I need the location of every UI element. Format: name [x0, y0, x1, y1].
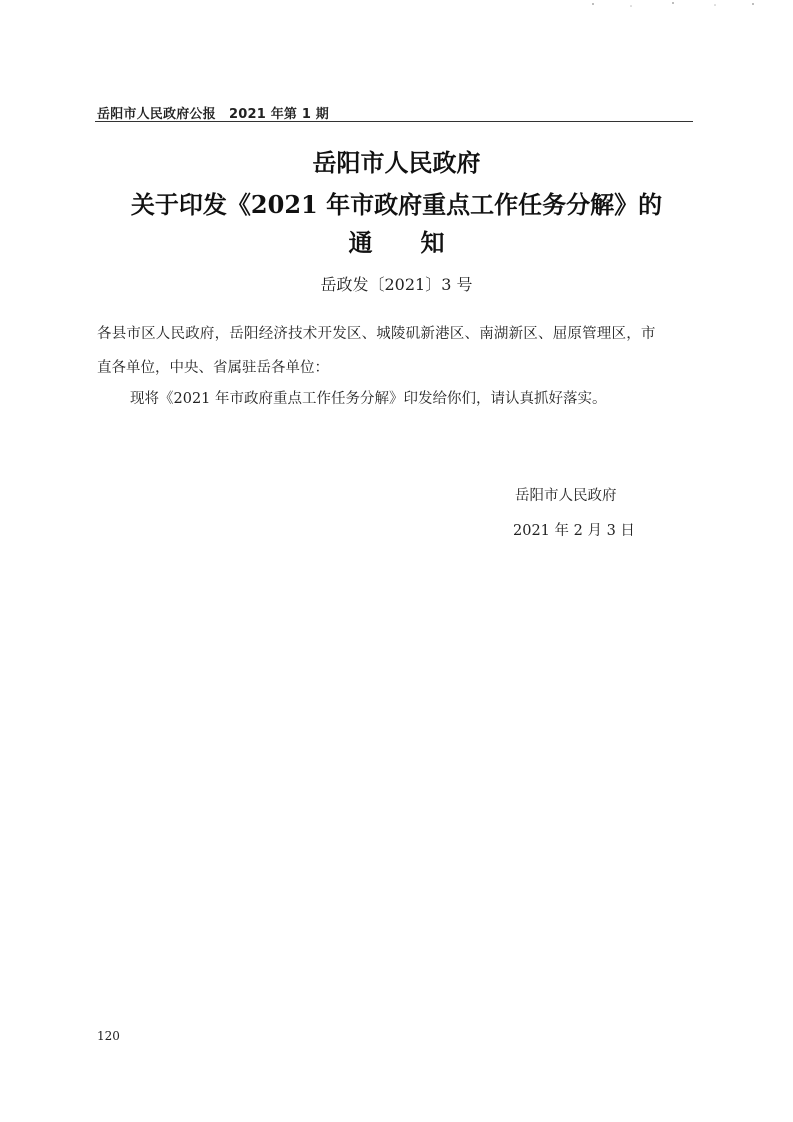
- document-title-line-3: 通知: [348, 228, 493, 257]
- document-number: 岳政发〔2021〕3 号: [320, 275, 473, 294]
- page-number: 120: [97, 1029, 120, 1043]
- scan-specks: [583, 0, 783, 14]
- header-rule: [95, 121, 693, 122]
- notice-content: 现将《2021 年市政府重点工作任务分解》印发给你们，请认真抓好落实。: [130, 391, 607, 407]
- issuer-signature: 岳阳市人民政府: [515, 488, 617, 504]
- recipients-line-1: 各县市区人民政府，岳阳经济技术开发区、城陵矶新港区、南湖新区、屈原管理区，市: [97, 326, 656, 342]
- document-title-line-1: 岳阳市人民政府: [312, 148, 481, 177]
- document-title-line-2: 关于印发《2021 年市政府重点工作任务分解》的: [130, 190, 663, 219]
- issue-date: 2021 年 2 月 3 日: [513, 523, 635, 539]
- recipients-line-2: 直各单位，中央、省属驻岳各单位：: [97, 360, 329, 376]
- running-header: 岳阳市人民政府公报 2021 年第 1 期: [97, 107, 330, 122]
